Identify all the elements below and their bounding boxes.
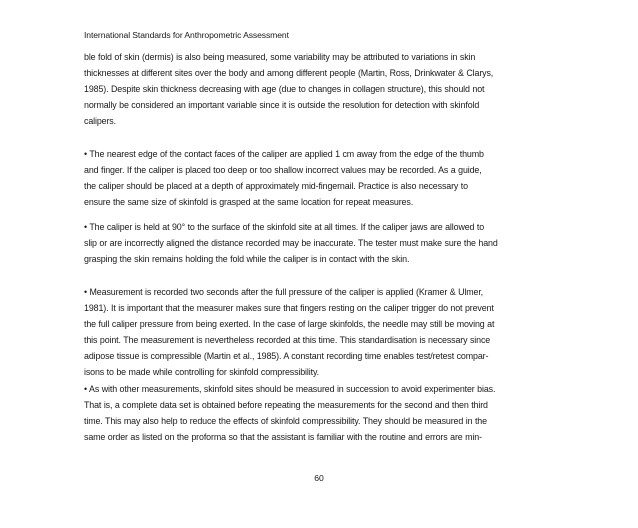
text-line: 1981). It is important that the measurer makes sure that fingers resting on the caliper trigger do not prevent <box>84 303 494 314</box>
paragraph-recording-time <box>84 284 554 381</box>
text-line: ensure the same size of skinfold is grasped at the same location for repeat measures. <box>84 197 414 208</box>
text-line: 1985). Despite skin thickness decreasing with age (due to changes in collagen structure), this should not <box>84 84 485 95</box>
page-number: 60 <box>314 473 324 483</box>
text-line: isons to be made while controlling for skinfold compressibility. <box>84 367 319 378</box>
text-line: this point. The measurement is nevertheless recorded at this time. This standardisation is necessary since <box>84 335 491 346</box>
paragraph-measurement-order <box>84 381 554 445</box>
paragraph-caliper-angle <box>84 219 554 267</box>
text-line: normally be considered an important variable since it is outside the resolution for detection with skinfold <box>84 100 480 111</box>
text-line: • Measurement is recorded two seconds after the full pressure of the caliper is applied (Kramer & Ulmer, <box>84 287 484 297</box>
text-line: grasping the skin remains holding the fold while the caliper is in contact with the skin. <box>84 254 410 265</box>
text-line: ble fold of skin (dermis) is also being measured, some variability may be attributed to variations in skin <box>84 52 476 62</box>
text-line: the caliper should be placed at a depth of approximately mid-fingernail. Practice is also necessary to <box>84 181 468 192</box>
text-line: time. This may also help to reduce the effects of skinfold compressibility. They should be measured in the <box>84 416 487 427</box>
paragraph-contact-faces <box>84 146 554 210</box>
text-line: slip or are incorrectly aligned the distance recorded may be inaccurate. The tester must make sure the hand <box>84 238 498 249</box>
text-line: thicknesses at different sites over the body and among different people (Martin, Ross, Drinkwater & Clarys, <box>84 68 494 79</box>
text-line: the full caliper pressure from being exerted. In the case of large skinfolds, the needle may still be moving at <box>84 319 495 330</box>
text-line: • The caliper is held at 90° to the surface of the skinfold site at all times. If the caliper jaws are allowed to <box>84 222 485 232</box>
text-line: same order as listed on the proforma so that the assistant is familiar with the routine and errors are min- <box>84 432 482 443</box>
text-line: • The nearest edge of the contact faces of the caliper are applied 1 cm away from the edge of the thumb <box>84 149 484 159</box>
text-line: • As with other measurements, skinfold sites should be measured in succession to avoid experimenter bias. <box>84 384 496 394</box>
text-line: That is, a complete data set is obtained before repeating the measurements for the second and then third <box>84 400 488 411</box>
text-line: and finger. If the caliper is placed too deep or too shallow incorrect values may be recorded. As a guide, <box>84 165 482 176</box>
running-header: International Standards for Anthropometric Assessment <box>84 30 289 40</box>
text-line: adipose tissue is compressible (Martin et al., 1985). A constant recording time enables test/retest compar- <box>84 351 489 362</box>
text-line: calipers. <box>84 116 116 127</box>
paragraph-skin-thickness <box>84 49 554 129</box>
